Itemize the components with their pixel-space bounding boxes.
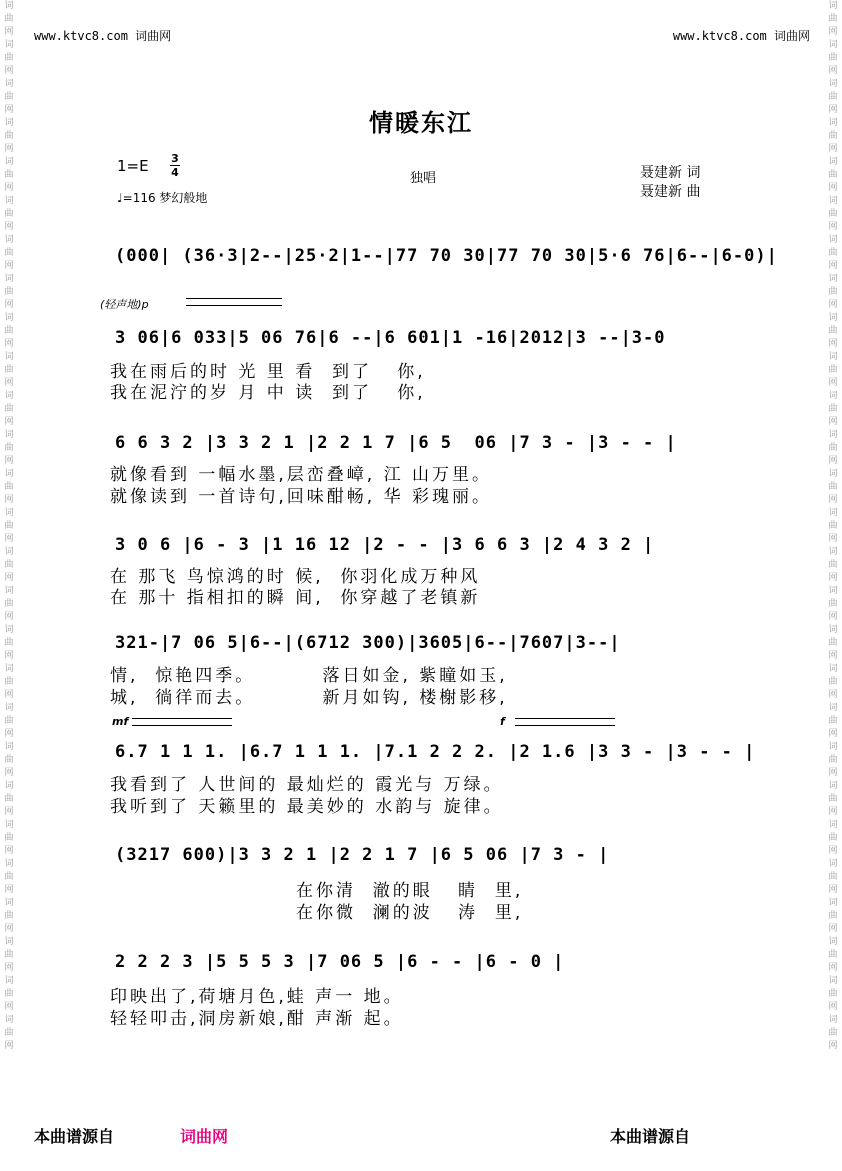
score-row-2: 3 06|6 033|5 06 76|6 --|6 601|1 -16|2012|3 --|3-0 <box>115 328 666 348</box>
score-row-5: 321-|7 06 5|6--|(6712 300)|3605|6--|7607|3--| <box>115 633 621 653</box>
hairpin-1 <box>186 298 282 306</box>
song-title: 情暖东江 <box>369 109 473 137</box>
dynamic-mezzo-forte: mf <box>112 715 129 728</box>
lyric-row-8-verse-1: 印映出了,荷塘月色,蛙 声一 地。 <box>110 987 404 1007</box>
score-row-1: (000| (36·3|2--|25·2|1--|77 70 30|77 70 30|5·6 76|6--|6-0)| <box>115 246 778 266</box>
header-url-left[interactable]: www.ktvc8.com 词曲网 <box>34 29 172 43</box>
score-row-6: 6.7 1 1 1. |6.7 1 1 1. |7.1 2 2 2. |2 1.6 |3 3 - |3 - - | <box>115 742 756 762</box>
header-url-right[interactable]: www.ktvc8.com 词曲网 <box>672 29 810 43</box>
footer-source-left: 本曲谱源自 <box>34 1127 115 1146</box>
composer: 聂建新 曲 <box>640 184 701 200</box>
hairpin-2 <box>132 718 232 726</box>
lyric-row-6-verse-1: 我看到了 人世间的 最灿烂的 霞光与 万绿。 <box>110 775 504 795</box>
performance-mode: 独唱 <box>410 171 437 186</box>
score-row-7: (3217 600)|3 3 2 1 |2 2 1 7 |6 5 06 |7 3 - | <box>115 845 610 865</box>
lyric-row-5-verse-2: 城, 徜徉而去。 新月如钩, 楼榭影移, <box>110 688 508 708</box>
score-row-8: 2 2 2 3 |5 5 5 3 |7 06 5 |6 - - |6 - 0 | <box>115 952 565 972</box>
lyric-row-2-verse-1: 我在雨后的时 光 里 看 到了 你, <box>110 362 426 382</box>
lyric-row-8-verse-2: 轻轻叩击,洞房新娘,酣 声渐 起。 <box>110 1009 404 1029</box>
footer-source-right: 本曲谱源自 <box>610 1127 691 1146</box>
lyric-row-7-verse-2: 在你微 澜的波 涛 里, <box>296 903 524 923</box>
dynamic-forte: f <box>500 715 505 728</box>
lyric-row-3-verse-1: 就像看到 一幅水墨,层峦叠嶂, 江 山万里。 <box>110 465 493 485</box>
lyric-row-7-verse-1: 在你清 澈的眼 睛 里, <box>296 881 524 901</box>
side-watermark-right: 词曲网词曲网词曲网词曲网词曲网词曲网词曲网词曲网词曲网词曲网词曲网词曲网词曲网词曲网词曲网词曲网词曲网词曲网词曲网词曲网词曲网词曲网词曲网词曲网词曲网词曲网词曲网 <box>828 1 838 1051</box>
side-watermark-left: 词曲网词曲网词曲网词曲网词曲网词曲网词曲网词曲网词曲网词曲网词曲网词曲网词曲网词曲网词曲网词曲网词曲网词曲网词曲网词曲网词曲网词曲网词曲网词曲网词曲网词曲网词曲网 <box>4 1 14 1051</box>
score-row-3: 6 6 3 2 |3 3 2 1 |2 2 1 7 |6 5 06 |7 3 - |3 - - | <box>115 433 677 453</box>
dynamic-soft: (轻声地)p <box>100 298 149 311</box>
lyric-row-2-verse-2: 我在泥泞的岁 月 中 读 到了 你, <box>110 383 426 403</box>
score-row-4: 3 0 6 |6 - 3 |1 16 12 |2 - - |3 6 6 3 |2 4 3 2 | <box>115 535 655 555</box>
lyric-row-3-verse-2: 就像读到 一首诗句,回味酣畅, 华 彩瑰丽。 <box>110 487 493 507</box>
footer-brand-link[interactable]: 词曲网 <box>180 1127 229 1146</box>
credits <box>640 164 700 202</box>
time-signature <box>170 153 180 178</box>
lyric-row-4-verse-1: 在 那飞 鸟惊鸿的时 候, 你羽化成万种风 <box>110 567 481 587</box>
hairpin-3 <box>515 718 615 726</box>
lyricist: 聂建新 词 <box>640 165 701 181</box>
lyric-row-4-verse-2: 在 那十 指相扣的瞬 间, 你穿越了老镇新 <box>110 588 481 608</box>
lyric-row-6-verse-2: 我听到了 天籁里的 最美妙的 水韵与 旋律。 <box>110 797 504 817</box>
meter-top: 3 <box>171 152 179 165</box>
tempo-marking: ♩=116 梦幻般地 <box>117 191 208 205</box>
key-signature: 1=E <box>117 157 149 175</box>
meter-bottom: 4 <box>171 166 179 179</box>
lyric-row-5-verse-1: 情, 惊艳四季。 落日如金, 紫瞳如玉, <box>110 666 508 686</box>
